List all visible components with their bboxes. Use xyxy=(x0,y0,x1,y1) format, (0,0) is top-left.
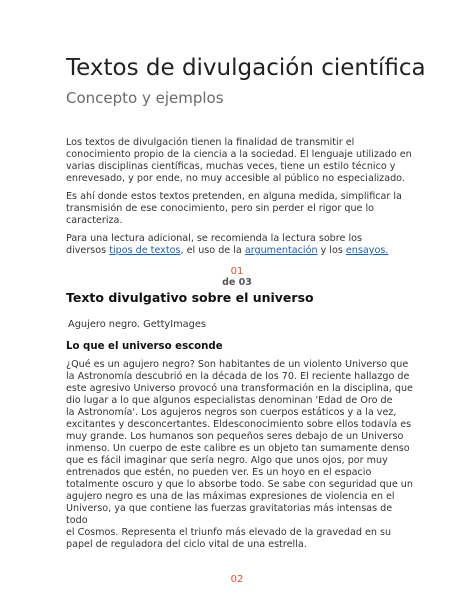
intro-line: enrevesado, y por ende, no muy accesible al público no especializado. xyxy=(66,173,405,184)
reading-line-2 xyxy=(66,245,416,257)
body-line: muy grande. Los humanos son pequeños seres debajo de un Universo xyxy=(66,431,404,442)
page-number-2: 02 xyxy=(230,574,244,585)
link-ensayos[interactable]: ensayos. xyxy=(345,245,389,256)
body-line: entrenados que estén, no pueden ver. Es un hoyo en el espacio xyxy=(66,467,372,478)
body-line: totalmente oscuro y que lo absorbe todo. Se sabe con seguridad que un xyxy=(66,479,413,490)
intro-line: Los textos de divulgación tienen la finalidad de transmitir el xyxy=(66,137,355,148)
body-line: ¿Qué es un agujero negro? Son habitantes de un violento Universo que xyxy=(66,359,409,370)
body-line: la Astronomía descubrió en la década de los 70. El reciente hallazgo de xyxy=(66,371,410,382)
link-tipos-de-textos[interactable]: tipos de textos xyxy=(109,245,181,256)
intro-line: varias disciplinas científicas, muchas veces, tiene un estilo técnico y xyxy=(66,161,396,172)
reading-paragraph xyxy=(66,233,416,257)
body-line: agujero negro es una de las máximas expresiones de violencia en el xyxy=(66,491,395,502)
second-paragraph xyxy=(66,191,416,227)
body-line: que es fácil imaginar que sería negro. Algo que unos ojos, por muy xyxy=(66,455,388,466)
reading-mid-1: , el uso de la xyxy=(180,245,245,256)
document-subtitle: Concepto y ejemplos xyxy=(66,89,224,107)
second-line: caracteriza. xyxy=(66,215,123,226)
page-indicator-total: de 03 xyxy=(222,277,252,288)
image-caption: Agujero negro. GettyImages xyxy=(68,319,207,330)
body-line: excitantes y desconcertantes. Eldesconocimiento sobre ellos todavía es xyxy=(66,419,412,430)
body-line: la Astronomía'. Los agujeros negros son cuerpos estáticos y a la vez, xyxy=(66,407,397,418)
second-line: Es ahí donde estos textos pretenden, en alguna medida, simplificar la xyxy=(66,191,402,202)
body-line: dio lugar a lo que algunos especialistas denominan 'Edad de Oro de xyxy=(66,395,393,406)
reading-line-1: Para una lectura adicional, se recomienda la lectura sobre los xyxy=(66,233,362,244)
body-paragraph xyxy=(66,359,416,551)
intro-line: conocimiento propio de la ciencia a la sociedad. El lenguaje utilizado en xyxy=(66,149,412,160)
subsection-title: Lo que el universo esconde xyxy=(66,341,223,352)
body-line: este agresivo Universo provocó una transformación en la disciplina, que xyxy=(66,383,413,394)
section-title: Texto divulgativo sobre el universo xyxy=(66,290,314,305)
intro-paragraph xyxy=(66,137,416,185)
reading-prefix: diversos xyxy=(66,245,110,256)
reading-mid-2: y los xyxy=(317,245,346,256)
link-argumentacion[interactable]: argumentación xyxy=(244,245,318,256)
body-line: el Cosmos. Representa el triunfo más elevado de la gravedad en su xyxy=(66,527,392,538)
body-line: Universo, ya que contiene las fuerzas gravitatorias más intensas de todo xyxy=(66,503,393,526)
page-indicator-current: 01 xyxy=(230,266,244,277)
body-line: papel de reguladora del ciclo vital de una estrella. xyxy=(66,539,307,550)
document-title: Textos de divulgación científica xyxy=(66,55,426,81)
body-line: inmenso. Un cuerpo de este calibre es un objeto tan sumamente denso xyxy=(66,443,410,454)
second-line: transmisión de ese conocimiento, pero sin perder el rigor que lo xyxy=(66,203,375,214)
